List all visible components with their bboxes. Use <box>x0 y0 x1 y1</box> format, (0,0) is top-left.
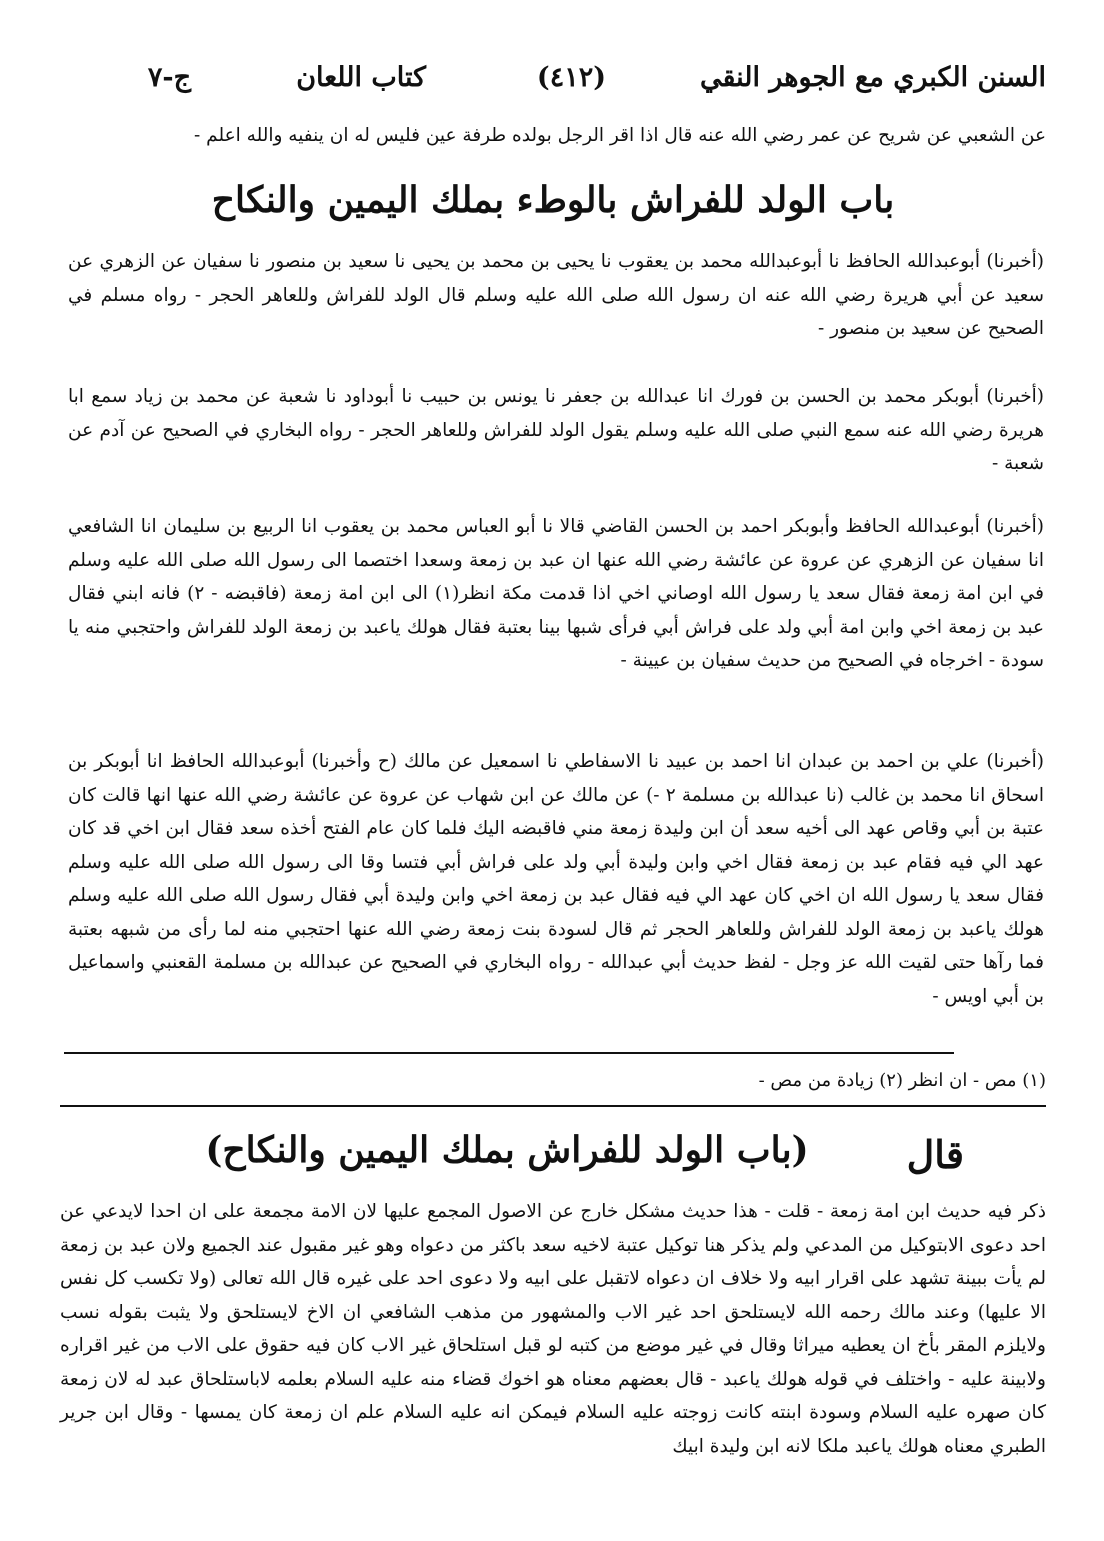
book-title: السنن الكبري مع الجوهر النقي <box>699 62 1046 93</box>
commentary-text: ذكر فيه حديث ابن امة زمعة - قلت - هذا حديث مشكل خارج عن الاصول المجمع عليها لان الامة مجمعة على ان احدا لايدعي عن احد دعوى الابتوكيل من المدعي ولم يذكر هنا توكيل عتبة لاخيه سعد باكثر من دعواه وهو غير مقبول عند الجميع ولان عبد بن زمعة لم يأت ببينة تشهد على اقرار ابيه ولا خلاف ان دعواه لاتقبل على ابيه ولا دعوى احد على غيره قال الله تعالى (ولا تكسب كل نفس الا عليها) وعند مالك رحمه الله لايستلحق احد غير الاب والمشهور من مذهب الشافعي ان الاخ لايستلحق ولا يثبت بقوله نسب ولايلزم المقر بأخ ان يعطيه ميراثا وقال في غير موضع من كتبه لو قبل استلحاق غير الاب كان فيه حقوق على الاب من غير اقراره ولابينة عليه - واختلف في قوله هولك ياعبد - قال بعضهم معناه هو اخوك قضاء منه عليه السلام بعلمه لاباستلحاق عبد له لان زمعة كان صهره عليه السلام وسودة ابنته كانت زوجته عليه السلام فيمكن انه عليه السلام علم ان زمعة كان يمسها - وقال ابن جرير الطبري معناه هولك ياعبد ملكا لانه ابن وليدة ابيك <box>60 1201 1046 1457</box>
hadith-block: (أخبرنا) أبوعبدالله الحافظ نا أبوعبدالله محمد بن يعقوب نا يحيى بن محمد بن يحيى نا سعيد بن منصور نا سفيان عن الزهري عن سعيد عن أبي هريرة رضي الله عنه ان رسول الله صلى الله عليه وسلم قال الولد للفراش وللعاهر الحجر - رواه مسلم في الصحيح عن سعيد بن منصور - <box>68 251 1044 339</box>
commentary-title: (باب الولد للفراش بملك اليمين والنكاح) <box>205 1129 809 1171</box>
footnote-divider <box>64 1052 954 1054</box>
commentary-qal: قال <box>906 1132 964 1177</box>
hadith-block: (أخبرنا) علي بن احمد بن عبدان انا احمد بن عبيد نا الاسفاطي نا اسمعيل عن مالك (ح وأخبرنا) أبوعبدالله الحافظ انا أبوبكر بن اسحاق انا محمد بن غالب (نا عبدالله بن مسلمة ٢ -) عن مالك عن ابن شهاب عن عروة عن عائشة رضي الله عنها انها قالت كان عتبة بن أبي وقاص عهد الى أخيه سعد أن ابن وليدة زمعة مني فاقبضه اليك فلما كان عام الفتح أخذه سعد فقال ابن اخي قد كان عهد الي فيه فقام عبد بن زمعة فقال اخي وابن وليدة أبي ولد على فراش أبي فتسا وقا الى رسول الله صلى الله عليه وسلم فقال سعد يا رسول الله ان اخي كان عهد الي فيه فقال عبد بن زمعة اخي وابن وليدة أبي فقال رسول الله صلى الله عليه وسلم هولك ياعبد بن زمعة الولد للفراش وللعاهر الحجر ثم قال لسودة بنت زمعة رضي الله عنها احتجبي منه لما رأى من شبهه بعتبة فما رآها حتى لقيت الله عز وجل - لفظ حديث أبي عبدالله - رواه البخاري في الصحيح عن عبدالله بن مسلمة القعنبي واسماعيل بن أبي اويس - <box>68 751 1044 1007</box>
intro-line: عن الشعبي عن شريح عن عمر رضي الله عنه قال اذا اقر الرجل بولده طرفة عين فليس له ان ينفيه والله اعلم - <box>194 125 1046 146</box>
footnote: (١) مص - ان انظر (٢) زيادة من مص - <box>758 1070 1046 1091</box>
section-title: باب الولد للفراش بالوطء بملك اليمين والنكاح <box>211 179 895 221</box>
chapter-title: كتاب اللعان <box>296 62 426 93</box>
page-header <box>60 52 1046 112</box>
hadith-block: (أخبرنا) أبوعبدالله الحافظ وأبوبكر احمد بن الحسن القاضي قالا نا أبو العباس محمد بن يعقوب انا الربيع بن سليمان انا الشافعي انا سفيان عن الزهري عن عروة عن عائشة رضي الله عنها ان عبد بن زمعة وسعدا اختصما الى رسول الله صلى الله عليه وسلم في ابن امة زمعة فقال سعد يا رسول الله اوصاني اخي اذا قدمت مكة انظر(١) الى ابن امة زمعة (فاقبضه - ٢) فانه ابني فقال عبد بن زمعة اخي وابن امة أبي ولد على فراش أبي فرأى شبها بينا بعتبة فقال هولك ياعبد بن زمعة الولد للفراش واحتجبي منه يا سودة - اخرجاه في الصحيح من حديث سفيان بن عيينة - <box>68 516 1044 671</box>
volume-number: ج-٧ <box>147 62 191 93</box>
commentary-divider <box>60 1105 1046 1107</box>
hadith-block: (أخبرنا) أبوبكر محمد بن الحسن بن فورك انا عبدالله بن جعفر نا يونس بن حبيب نا أبوداود نا شعبة عن محمد بن زياد سمع ابا هريرة رضي الله عنه سمع النبي صلى الله عليه وسلم يقول الولد للفراش وللعاهر الحجر - رواه البخاري في الصحيح عن آدم عن شعبة - <box>68 386 1044 474</box>
page-number: (٤١٢) <box>536 62 606 93</box>
